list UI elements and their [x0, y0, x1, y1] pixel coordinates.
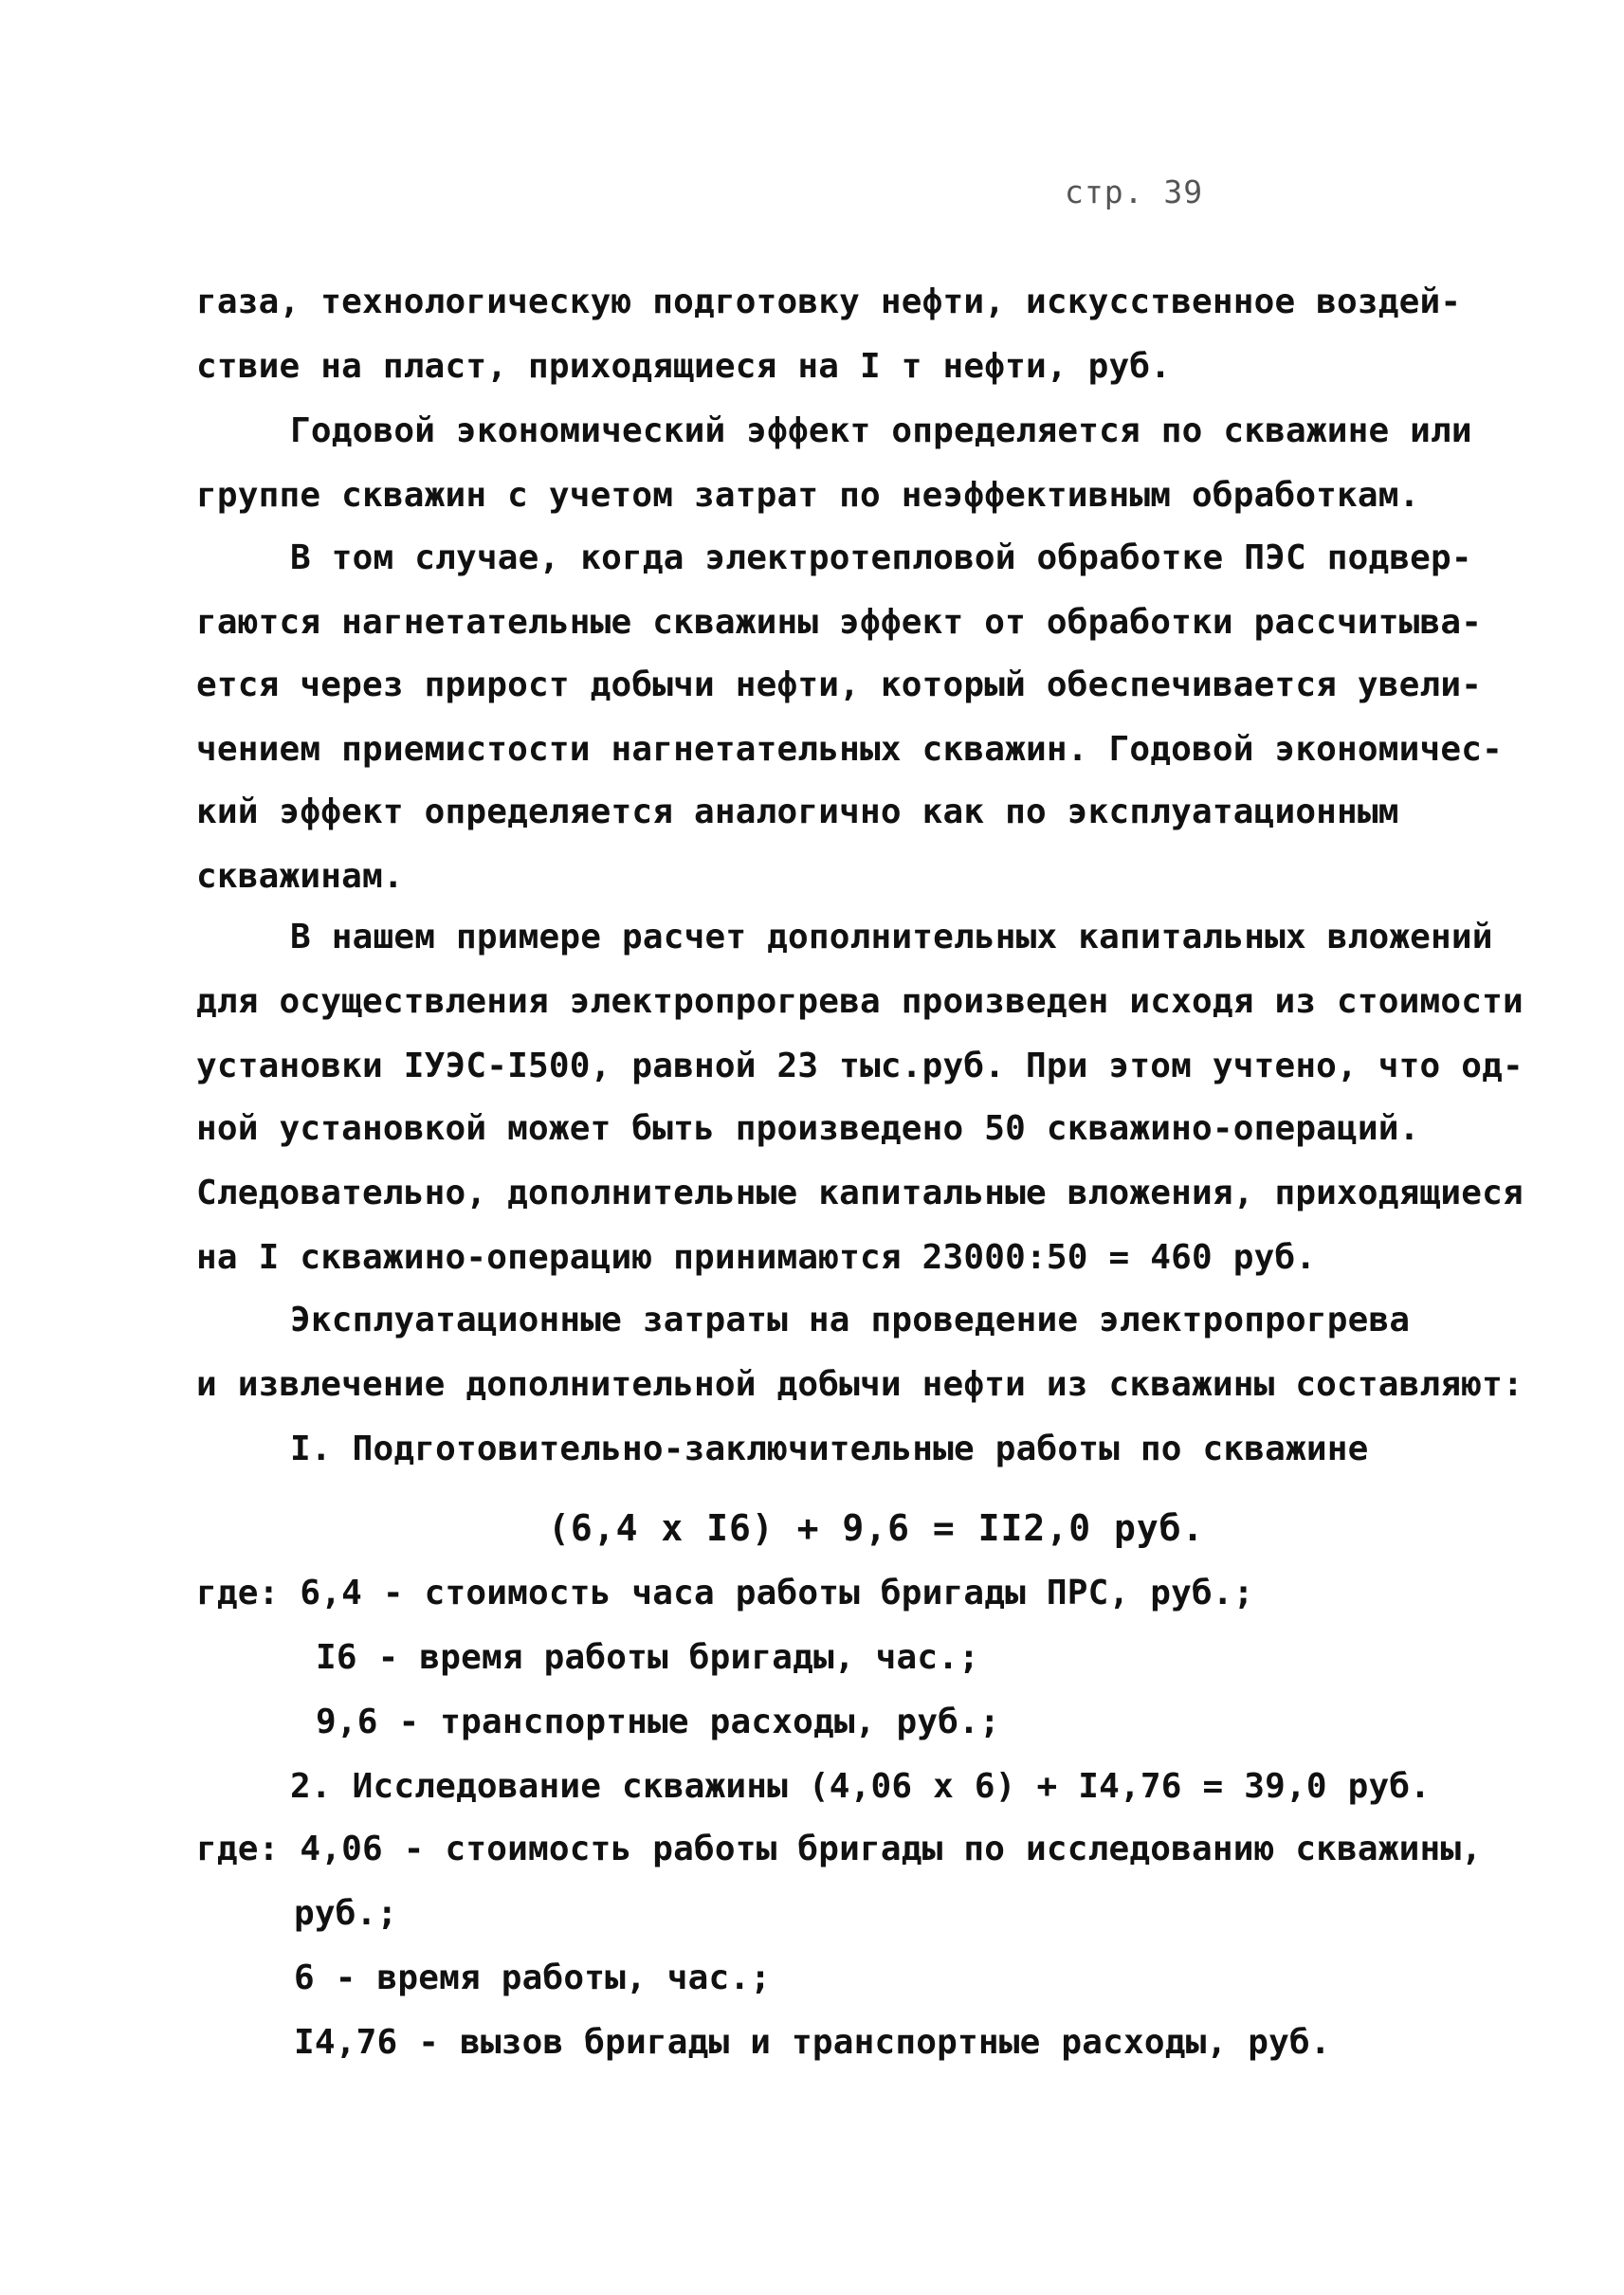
paragraph-2-line-1: Годовой экономический эффект определяется по скважине или [290, 411, 1472, 450]
paragraph-2-line-2: группе скважин с учетом затрат по неэффективным обработкам. [196, 476, 1420, 515]
paragraph-3-line-6: скважинам. [196, 857, 404, 896]
cost-item-2-where-2: 6 - время работы, час.; [294, 1958, 772, 1997]
paragraph-5-line-2: и извлечение дополнительной добычи нефти из скважины составляют: [196, 1365, 1524, 1404]
paragraph-3-line-4: чением приемистости нагнетательных скважин. Годовой экономичес- [196, 730, 1504, 769]
cost-item-1-formula: (6,4 х I6) + 9,6 = II2,0 руб. [548, 1507, 1205, 1549]
paragraph-4-line-1: В нашем примере расчет дополнительных капитальных вложений [290, 918, 1493, 956]
paragraph-4-line-4: ной установкой может быть произведено 50 скважино-операций. [196, 1109, 1420, 1148]
paragraph-5-line-1: Эксплуатационные затраты на проведение электропрогрева [290, 1301, 1411, 1339]
paragraph-1-line-2: ствие на пласт, приходящиеся на I т нефти, руб. [196, 347, 1172, 386]
paragraph-4-line-5: Следовательно, дополнительные капитальные вложения, приходящиеся [196, 1174, 1524, 1212]
paragraph-3-line-2: гаются нагнетательные скважины эффект от обработки рассчитыва- [196, 603, 1483, 642]
cost-item-2-where-3: I4,76 - вызов бригады и транспортные расходы, руб. [294, 2023, 1331, 2062]
paragraph-4-line-3: установки IУЭС-I500, равной 23 тыс.руб. При этом учтено, что од- [196, 1047, 1524, 1085]
page-number: стр. 39 [1065, 173, 1204, 210]
paragraph-4-line-6: на I скважино-операцию принимаются 23000:50 = 460 руб. [196, 1238, 1317, 1277]
paragraph-3-line-5: кий эффект определяется аналогично как по эксплуатационным [196, 792, 1399, 831]
cost-item-1-where-1: где: 6,4 - стоимость часа работы бригады ПРС, руб.; [196, 1574, 1254, 1612]
paragraph-1-line-1: газа, технологическую подготовку нефти, искусственное воздей- [196, 282, 1462, 321]
cost-item-1-title: I. Подготовительно-заключительные работы по скважине [290, 1430, 1369, 1468]
cost-item-1-where-2: I6 - время работы бригады, час.; [316, 1638, 979, 1677]
paragraph-3-line-1: В том случае, когда электротепловой обработке ПЭС подвер- [290, 538, 1472, 577]
paragraph-3-line-3: ется через прирост добычи нефти, который обеспечивается увели- [196, 665, 1483, 704]
cost-item-2-title: 2. Исследование скважины (4,06 х 6) + I4,76 = 39,0 руб. [290, 1767, 1432, 1806]
cost-item-2-where-1: где: 4,06 - стоимость работы бригады по исследованию скважины, [196, 1830, 1483, 1868]
cost-item-1-where-3: 9,6 - транспортные расходы, руб.; [316, 1703, 1000, 1741]
paragraph-4-line-2: для осуществления электропрогрева произведен исходя из стоимости [196, 982, 1524, 1021]
cost-item-2-where-1-cont: руб.; [294, 1894, 398, 1933]
